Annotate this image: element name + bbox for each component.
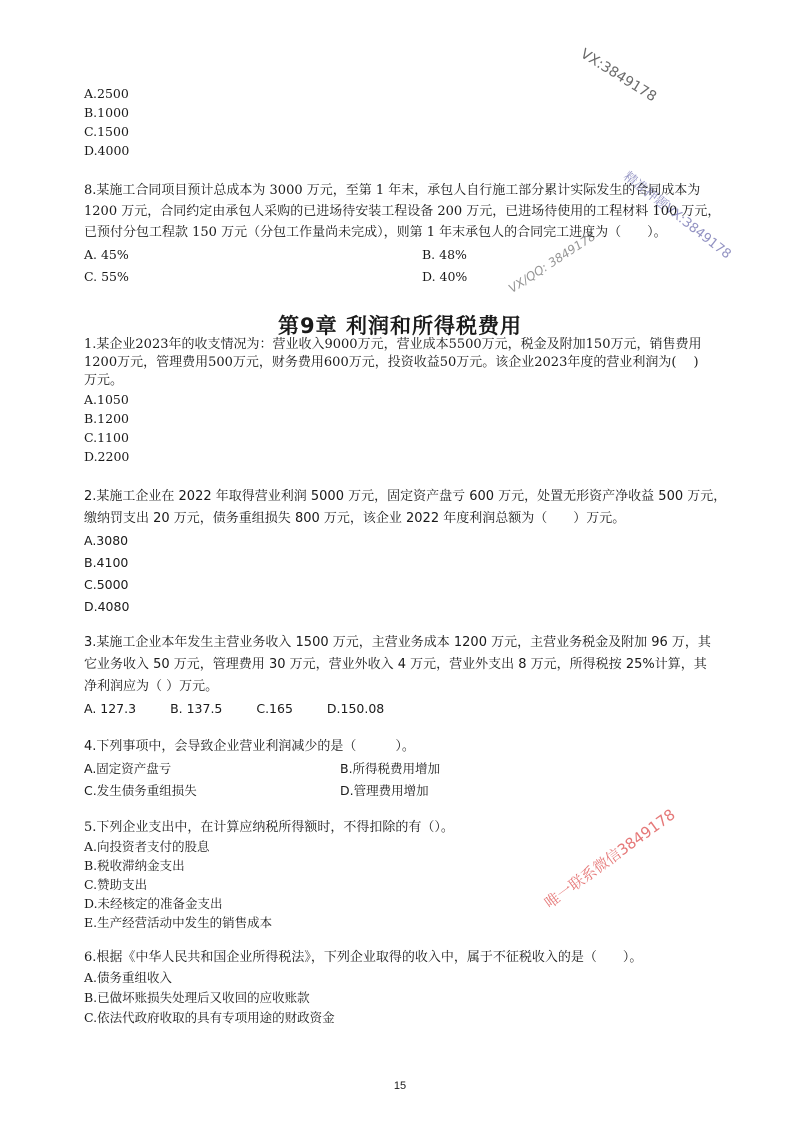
option-c: C.赞助支出 <box>84 877 148 892</box>
watermark-top: VX:3849178 <box>577 46 660 106</box>
option-d: D.2200 <box>84 449 130 464</box>
option-e: E.生产经营活动中发生的销售成本 <box>84 915 273 930</box>
watermark-contact: 唯一联系微信3849178 <box>541 805 679 913</box>
question-c3 <box>84 632 734 720</box>
option-c: C.依法代政府收取的具有专项用途的财政资金 <box>84 1010 335 1025</box>
option-c: C. 55% <box>84 269 129 284</box>
question-c2-line-2: 缴纳罚支出 20 万元，债务重组损失 800 万元，该企业 2022 年度利润总额为（ ）万元。 <box>84 511 626 526</box>
option-b: B.已做坏账损失处理后又收回的应收账款 <box>84 990 310 1005</box>
question-c4 <box>84 736 734 802</box>
question-c3-line-1: 3.某施工企业本年发生主营业务收入 1500 万元，主营业务成本 1200 万元，主营业务税金及附加 96 万，其 <box>84 635 711 650</box>
question-c3-line-2: 它业务收入 50 万元，管理费用 30 万元，营业外收入 4 万元，营业外支出 8 万元，所得税按 25%计算，其 <box>84 657 707 672</box>
question-c3-line-3: 净利润应为（ ）万元。 <box>84 679 219 694</box>
option-b: B.税收滞纳金支出 <box>84 858 185 873</box>
question-c6-stem: 6.根据《中华人民共和国企业所得税法》，下列企业取得的收入中，属于不征税收入的是（ ）。 <box>84 950 643 965</box>
option-a: A. 127.3 <box>84 701 137 716</box>
option-b: B. 137.5 <box>170 701 223 716</box>
question-c2 <box>84 486 734 618</box>
option-a: A.1050 <box>84 392 129 407</box>
option-a: A.2500 <box>84 86 129 101</box>
question-c4-stem: 4.下列事项中，会导致企业营业利润减少的是（ ）。 <box>84 739 415 754</box>
option-a: A.债务重组收入 <box>84 970 173 985</box>
option-c: C.发生债务重组损失 <box>84 783 197 798</box>
option-a: A.固定资产盘亏 <box>84 761 172 776</box>
question-c2-line-1: 2.某施工企业在 2022 年取得营业利润 5000 万元，固定资产盘亏 600 万元，处置无形资产净收益 500 万元， <box>84 489 727 504</box>
option-b: B.1200 <box>84 411 129 426</box>
question-c6 <box>84 948 734 1028</box>
page-number: 15 <box>393 1080 407 1092</box>
question-c1-line-2: 1200万元，管理费用500万元，财务费用600万元，投资收益50万元。该企业2023年度的营业利润为( ) <box>84 355 699 370</box>
prev-question-options <box>84 84 734 160</box>
question-c5 <box>84 818 734 932</box>
option-d: D.管理费用增加 <box>340 783 429 798</box>
option-b: B. 48% <box>422 247 467 262</box>
option-d: D.150.08 <box>326 701 385 716</box>
option-d: D.4000 <box>84 143 130 158</box>
option-b: B.1000 <box>84 105 129 120</box>
question-c1 <box>84 336 734 466</box>
watermark-side-cn: 精准押题VX:3849178 <box>620 169 734 263</box>
question-8 <box>84 180 734 286</box>
option-d: D. 40% <box>422 269 468 284</box>
question-c1-line-3: 万元。 <box>84 373 124 388</box>
option-a: A.向投资者支付的股息 <box>84 839 210 854</box>
option-a: A. 45% <box>84 247 129 262</box>
option-c: C.5000 <box>84 577 129 592</box>
question-c5-stem: 5.下列企业支出中，在计算应纳税所得额时，不得扣除的有（）。 <box>84 820 454 835</box>
option-d: D.未经核定的准备金支出 <box>84 896 223 911</box>
chapter-title: 第9章 利润和所得税费用 <box>278 314 522 338</box>
option-d: D.4080 <box>84 599 130 614</box>
question-c1-line-1: 1.某企业2023年的收支情况为：营业收入9000万元，营业成本5500万元，税金及附加150万元，销售费用 <box>84 337 702 352</box>
option-a: A.3080 <box>84 533 129 548</box>
option-c: C.165 <box>256 701 293 716</box>
question-8-line-1: 8.某施工合同项目预计总成本为 3000 万元，至第 1 年末，承包人自行施工部分累计实际发生的合同成本为 <box>84 183 701 198</box>
question-8-line-3: 已预付分包工程款 150 万元（分包工作量尚未完成），则第 1 年末承包人的合同完工进度为（ ）。 <box>84 225 667 240</box>
option-c: C.1100 <box>84 430 129 445</box>
option-b: B.所得税费用增加 <box>340 761 441 776</box>
watermark-vxqq: VX/QQ: 3849178 <box>506 229 599 296</box>
option-c: C.1500 <box>84 124 129 139</box>
option-b: B.4100 <box>84 555 129 570</box>
question-8-line-2: 1200 万元，合同约定由承包人采购的已进场待安装工程设备 200 万元，已进场待使用的工程材料 100 万元， <box>84 204 721 219</box>
